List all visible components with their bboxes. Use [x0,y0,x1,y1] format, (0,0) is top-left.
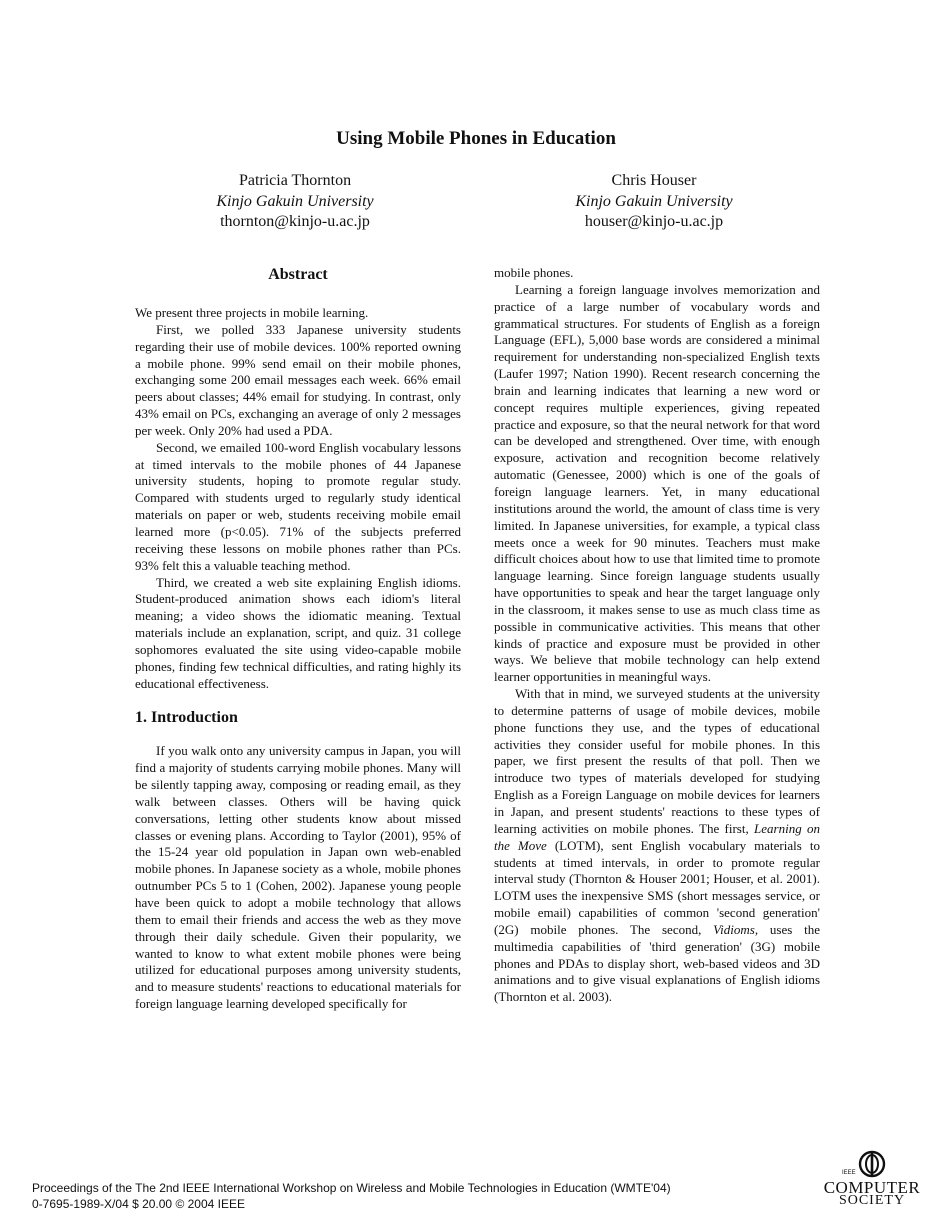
text-run: uses the multimedia capabilities of 'third generation' (3G) mobile phones and PDAs to display short, web-based videos and 3D animations and to give visual explanations of English idioms (Thornton et al. 2003). [494,921,820,1005]
left-column [135,265,461,1013]
intro-paragraph [494,686,820,1006]
abstract-paragraph: We present three projects in mobile learning. [135,305,369,320]
author-name: Patricia Thornton [238,172,352,189]
text-run: With that in mind, we surveyed students at the university to determine patterns of usage of mobile devices, mobile phone functions they use, and the types of educational activities they consider useful for mobile phones. In this paper, we first present the results of that poll. Then we introduce two types of materials developed for studying English as a Foreign Language on mobile devices for learners in Japan, and present students' reactions to these types of learning activities on mobile phones. The first, [494,686,820,836]
abstract-paragraph: Second, we emailed 100-word English vocabulary lessons at timed intervals to the mobile phones of 44 Japanese university students, hoping to promote regular study. Compared with students urged to regularly study identical materials on paper or web, students receiving mobile email learned more (p<0.05). 71% of the subjects preferred receiving these lessons on mobile phones rather than PCs. 93% felt this a valuable teaching method. [135,439,461,573]
author-email: thornton@kinjo-u.ac.jp [220,213,370,230]
proceedings-footer [32,1180,671,1212]
footer-line-1: Proceedings of the The 2nd IEEE International Workshop on Wireless and Mobile Technologies in Education (WMTE'04) [32,1181,671,1195]
logo-computer-text: COMPUTER [823,1178,921,1197]
computer-society-logo [822,1150,922,1210]
author-affiliation: Kinjo Gakuin University [575,192,733,210]
intro-paragraph: If you walk onto any university campus in Japan, you will find a majority of students carrying mobile phones. Many will be silently tapping away, composing or reading email, as they walk between classes. Others will be having quick conversations, letting other students know about missed classes or evening plans. According to Taylor (2001), 95% of the 15-24 year old population in Japan own web-enabled mobile phones. In Japanese society as a whole, mobile phones outnumber PCs 5 to 1 (Cohen, 2002). Japanese young people have been quick to adopt a mobile technology that allows them to email their friends and access the web as they move through their daily schedule. Given their popularity, we wanted to know to what extent mobile phones were being utilized for educational purposes among university students, and to measure students' reactions to educational materials for foreign language learning developed specifically for [135,743,461,1012]
project-name-lotm: Learning on the Move [494,820,821,853]
right-column [494,265,820,1006]
paper-title: Using Mobile Phones in Education [336,128,616,149]
footer-line-2: 0-7695-1989-X/04 $ 20.00 © 2004 IEEE [32,1197,245,1211]
logo-society-text: SOCIETY [838,1193,906,1208]
ieee-emblem-icon [857,1150,887,1178]
intro-paragraph: Learning a foreign language involves memorization and practice of a large number of vocabulary words and grammatical structures. For students of English as a foreign Language (EFL), 5,000 base words are considered a minimal requirement for understanding non-specialized English texts (Laufer 1997; Nation 1990). Recent research concerning the brain and learning indicates that learning a new word or concept requires multiple experiences, giving repeated practice and exposure, so that the neural network for that word can be developed and strengthened. Over time, with enough exposure, activation and recognition become relatively automatic (Genessee, 2000) which is one of the goals of foreign language learners. Yet, in many educational institutions around the world, the amount of class time is very limited. In Japanese universities, for example, a typical class meets once a week for 90 minutes. Teachers must make difficult choices about how to use that limited time to promote language learning. Since foreign language students usually have opportunities to speak and hear the target language only in the classroom, it makes sense to use as much class time as possible in communicative activities. This means that other kinds of practice and exposure must be provided in other ways. We believe that mobile technology can help extend learner opportunities in meaningful ways. [494,281,820,685]
logo-ieee-text: IEEE [842,1170,856,1176]
abstract-paragraph: First, we polled 333 Japanese university students regarding their use of mobile devices. 100% reported owning a mobile phone. 99% send email on their mobile phones, exchanging some 200 email messages each week. 66% email peers about classes; 44% email for studying. In contrast, only 43% email on PCs, exchanging an average of only 2 messages per week. Only 20% had used a PDA. [135,321,461,438]
author-email: houser@kinjo-u.ac.jp [584,213,724,230]
section-heading-introduction: 1. Introduction [135,709,238,727]
abstract-heading: Abstract [268,266,328,283]
author-name: Chris Houser [611,172,697,189]
project-name-vidioms: Vidioms, [713,921,759,937]
abstract-paragraph: Third, we created a web site explaining English idioms. Student-produced animation shows each idiom's literal meaning; a video shows the idiomatic meaning. Textual materials include an explanation, script, and quiz. 31 college sophomores evaluated the site using video-capable mobile phones, finding few technical difficulties, and rating highly its educational effectiveness. [135,574,461,691]
intro-paragraph-continued: mobile phones. [494,265,574,280]
text-run: (LOTM), sent English vocabulary materials to students at timed intervals, in order to promote regular interval study (Thornton & Houser 2001; Houser, et al. 2001). LOTM uses the inexpensive SMS (short messages service, or mobile email) capabilities of common 'second generation' (2G) mobile phones. The second, [494,837,820,937]
author-block [504,171,804,233]
author-affiliation: Kinjo Gakuin University [216,192,374,210]
author-block [145,171,445,233]
